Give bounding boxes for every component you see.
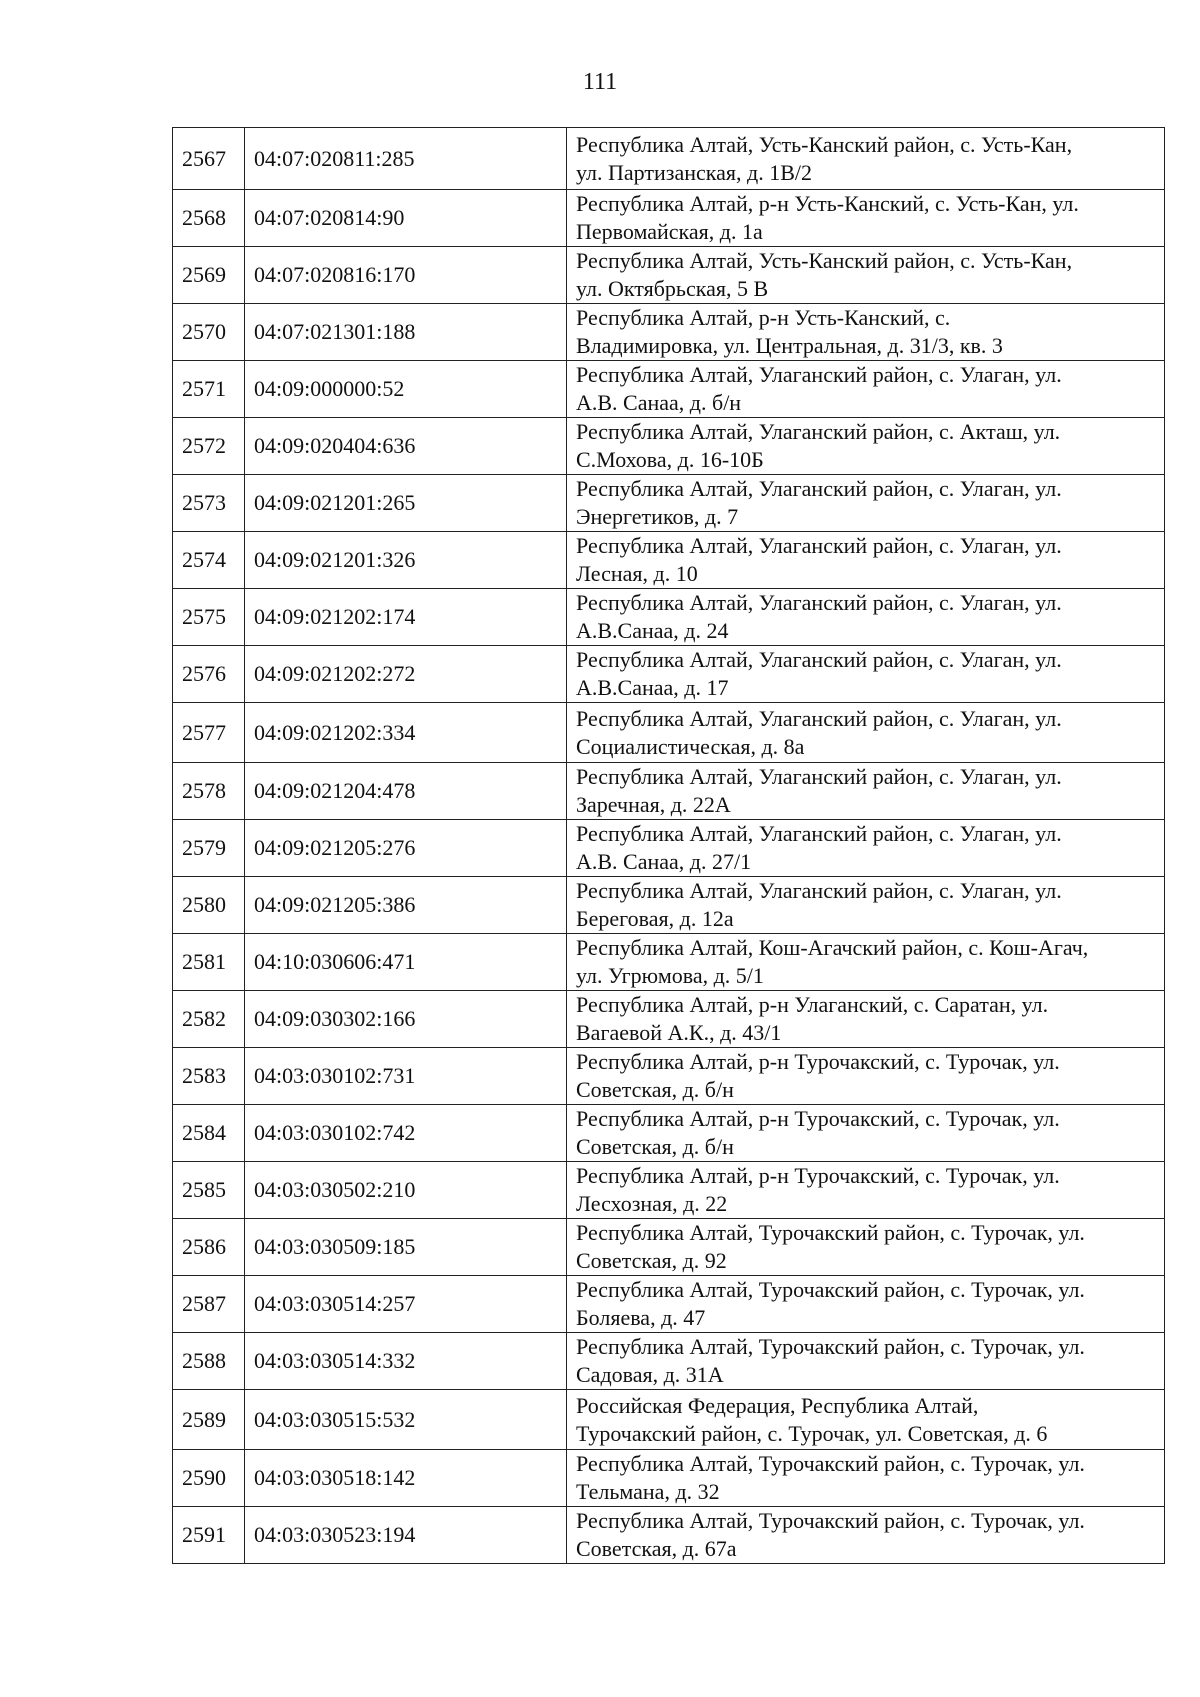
address-line: Лесная, д. 10	[576, 561, 698, 586]
address-line: Республика Алтай, Улаганский район, с. Улаган, ул.	[576, 590, 1062, 615]
cadastral-number: 04:03:030515:532	[245, 1390, 567, 1450]
cadastral-number: 04:09:030302:166	[245, 991, 567, 1048]
row-number: 2580	[173, 877, 245, 934]
table-row	[173, 247, 1165, 304]
address-line: Республика Алтай, р-н Усть-Канский, с. Усть-Кан, ул.	[576, 191, 1079, 216]
address-line: Заречная, д. 22А	[576, 792, 731, 817]
table-row	[173, 1162, 1165, 1219]
address-line: Республика Алтай, Турочакский район, с. Турочак, ул.	[576, 1220, 1085, 1245]
registry-table-body	[173, 128, 1165, 1564]
address-line: Советская, д. 92	[576, 1248, 727, 1273]
page-number: 111	[582, 69, 618, 95]
cadastral-number: 04:09:021201:326	[245, 532, 567, 589]
address-cell	[567, 190, 1165, 247]
cadastral-number: 04:03:030514:257	[245, 1276, 567, 1333]
address-cell	[567, 589, 1165, 646]
address-line: Боляева, д. 47	[576, 1305, 706, 1330]
row-number: 2577	[173, 703, 245, 763]
table-row	[173, 304, 1165, 361]
row-number: 2589	[173, 1390, 245, 1450]
table-row	[173, 1333, 1165, 1390]
cadastral-number: 04:03:030102:742	[245, 1105, 567, 1162]
address-line: Республика Алтай, Усть-Канский район, с. Усть-Кан,	[576, 248, 1073, 273]
address-line: Республика Алтай, Улаганский район, с. Улаган, ул.	[576, 821, 1062, 846]
address-cell	[567, 763, 1165, 820]
cadastral-number: 04:03:030514:332	[245, 1333, 567, 1390]
cadastral-number: 04:09:021202:334	[245, 703, 567, 763]
address-line: ул. Октябрьская, 5 В	[576, 276, 769, 301]
address-line: А.В.Санаа, д. 24	[576, 618, 729, 643]
address-cell	[567, 361, 1165, 418]
cadastral-number: 04:09:021205:386	[245, 877, 567, 934]
row-number: 2567	[173, 128, 245, 190]
cadastral-number: 04:09:000000:52	[245, 361, 567, 418]
table-row	[173, 991, 1165, 1048]
address-line: Республика Алтай, Кош-Агачский район, с. Кош-Агач,	[576, 935, 1089, 960]
address-line: Республика Алтай, р-н Турочакский, с. Турочак, ул.	[576, 1106, 1060, 1131]
table-row	[173, 128, 1165, 190]
table-row	[173, 589, 1165, 646]
address-cell	[567, 532, 1165, 589]
address-cell	[567, 1162, 1165, 1219]
row-number: 2582	[173, 991, 245, 1048]
address-line: Первомайская, д. 1а	[576, 219, 763, 244]
address-line: Вагаевой А.К., д. 43/1	[576, 1020, 782, 1045]
address-line: Республика Алтай, р-н Турочакский, с. Турочак, ул.	[576, 1049, 1060, 1074]
row-number: 2591	[173, 1507, 245, 1564]
address-cell	[567, 1507, 1165, 1564]
address-cell	[567, 247, 1165, 304]
address-cell	[567, 877, 1165, 934]
row-number: 2585	[173, 1162, 245, 1219]
address-cell	[567, 1333, 1165, 1390]
address-cell	[567, 1105, 1165, 1162]
cadastral-number: 04:09:021202:272	[245, 646, 567, 703]
address-line: С.Мохова, д. 16-10Б	[576, 447, 764, 472]
table-row	[173, 418, 1165, 475]
address-line: Российская Федерация, Республика Алтай,	[576, 1392, 979, 1418]
address-line: Турочакский район, с. Турочак, ул. Советская, д. 6	[576, 1420, 1048, 1446]
address-line: А.В.Санаа, д. 17	[576, 675, 729, 700]
address-line: Республика Алтай, р-н Улаганский, с. Саратан, ул.	[576, 992, 1049, 1017]
address-cell	[567, 418, 1165, 475]
cadastral-number: 04:07:020811:285	[245, 128, 567, 190]
table-row	[173, 532, 1165, 589]
row-number: 2569	[173, 247, 245, 304]
table-row	[173, 703, 1165, 763]
address-line: Социалистическая, д. 8а	[576, 733, 805, 759]
address-cell	[567, 1450, 1165, 1507]
table-row	[173, 1450, 1165, 1507]
address-cell	[567, 304, 1165, 361]
address-line: Республика Алтай, р-н Усть-Канский, с.	[576, 305, 951, 330]
table-row	[173, 934, 1165, 991]
address-line: Республика Алтай, р-н Турочакский, с. Турочак, ул.	[576, 1163, 1060, 1188]
row-number: 2576	[173, 646, 245, 703]
address-line: Республика Алтай, Улаганский район, с. Улаган, ул.	[576, 476, 1062, 501]
row-number: 2587	[173, 1276, 245, 1333]
table-row	[173, 190, 1165, 247]
address-cell	[567, 475, 1165, 532]
row-number: 2572	[173, 418, 245, 475]
row-number: 2570	[173, 304, 245, 361]
table-row	[173, 1219, 1165, 1276]
row-number: 2583	[173, 1048, 245, 1105]
address-line: А.В. Санаа, д. 27/1	[576, 849, 752, 874]
cadastral-number: 04:09:021205:276	[245, 820, 567, 877]
address-line: Республика Алтай, Улаганский район, с. Улаган, ул.	[576, 362, 1062, 387]
cadastral-number: 04:03:030523:194	[245, 1507, 567, 1564]
address-line: Береговая, д. 12а	[576, 906, 734, 931]
table-row	[173, 1276, 1165, 1333]
address-cell	[567, 1219, 1165, 1276]
address-line: Республика Алтай, Улаганский район, с. Акташ, ул.	[576, 419, 1061, 444]
address-line: Республика Алтай, Улаганский район, с. Улаган, ул.	[576, 533, 1062, 558]
row-number: 2573	[173, 475, 245, 532]
address-line: Республика Алтай, Турочакский район, с. Турочак, ул.	[576, 1508, 1085, 1533]
row-number: 2571	[173, 361, 245, 418]
address-line: Советская, д. 67а	[576, 1536, 737, 1561]
cadastral-number: 04:09:021204:478	[245, 763, 567, 820]
address-line: ул. Партизанская, д. 1В/2	[576, 159, 812, 185]
table-row	[173, 820, 1165, 877]
table-row	[173, 475, 1165, 532]
address-line: Республика Алтай, Усть-Канский район, с. Усть-Кан,	[576, 131, 1073, 157]
cadastral-number: 04:07:020816:170	[245, 247, 567, 304]
cadastral-number: 04:03:030502:210	[245, 1162, 567, 1219]
cadastral-number: 04:07:021301:188	[245, 304, 567, 361]
registry-table	[172, 127, 1165, 1564]
address-line: Республика Алтай, Улаганский район, с. Улаган, ул.	[576, 878, 1062, 903]
row-number: 2588	[173, 1333, 245, 1390]
address-cell	[567, 703, 1165, 763]
address-line: Республика Алтай, Улаганский район, с. Улаган, ул.	[576, 705, 1062, 731]
table-row	[173, 361, 1165, 418]
address-line: Республика Алтай, Улаганский район, с. Улаган, ул.	[576, 647, 1062, 672]
table-row	[173, 763, 1165, 820]
address-line: Республика Алтай, Турочакский район, с. Турочак, ул.	[576, 1277, 1085, 1302]
table-row	[173, 1105, 1165, 1162]
address-cell	[567, 1048, 1165, 1105]
row-number: 2586	[173, 1219, 245, 1276]
cadastral-number: 04:09:021202:174	[245, 589, 567, 646]
row-number: 2575	[173, 589, 245, 646]
address-line: Лесхозная, д. 22	[576, 1191, 728, 1216]
table-row	[173, 1507, 1165, 1564]
row-number: 2584	[173, 1105, 245, 1162]
cadastral-number: 04:03:030518:142	[245, 1450, 567, 1507]
address-cell	[567, 991, 1165, 1048]
address-line: Садовая, д. 31А	[576, 1362, 724, 1387]
address-cell	[567, 1390, 1165, 1450]
address-line: Республика Алтай, Турочакский район, с. Турочак, ул.	[576, 1334, 1085, 1359]
row-number: 2579	[173, 820, 245, 877]
address-cell	[567, 820, 1165, 877]
address-line: Владимировка, ул. Центральная, д. 31/3, кв. 3	[576, 333, 1003, 358]
cadastral-number: 04:10:030606:471	[245, 934, 567, 991]
address-cell	[567, 128, 1165, 190]
table-row	[173, 1390, 1165, 1450]
address-line: А.В. Санаа, д. б/н	[576, 390, 742, 415]
cadastral-number: 04:03:030509:185	[245, 1219, 567, 1276]
address-line: Советская, д. б/н	[576, 1134, 734, 1159]
table-row	[173, 877, 1165, 934]
address-line: Республика Алтай, Турочакский район, с. Турочак, ул.	[576, 1451, 1085, 1476]
row-number: 2590	[173, 1450, 245, 1507]
row-number: 2568	[173, 190, 245, 247]
address-line: ул. Угрюмова, д. 5/1	[576, 963, 764, 988]
address-line: Энергетиков, д. 7	[576, 504, 739, 529]
row-number: 2578	[173, 763, 245, 820]
address-cell	[567, 934, 1165, 991]
cadastral-number: 04:07:020814:90	[245, 190, 567, 247]
address-line: Республика Алтай, Улаганский район, с. Улаган, ул.	[576, 764, 1062, 789]
row-number: 2581	[173, 934, 245, 991]
table-row	[173, 1048, 1165, 1105]
address-line: Советская, д. б/н	[576, 1077, 734, 1102]
cadastral-number: 04:03:030102:731	[245, 1048, 567, 1105]
row-number: 2574	[173, 532, 245, 589]
address-cell	[567, 646, 1165, 703]
address-cell	[567, 1276, 1165, 1333]
cadastral-number: 04:09:021201:265	[245, 475, 567, 532]
cadastral-number: 04:09:020404:636	[245, 418, 567, 475]
table-row	[173, 646, 1165, 703]
address-line: Тельмана, д. 32	[576, 1479, 720, 1504]
